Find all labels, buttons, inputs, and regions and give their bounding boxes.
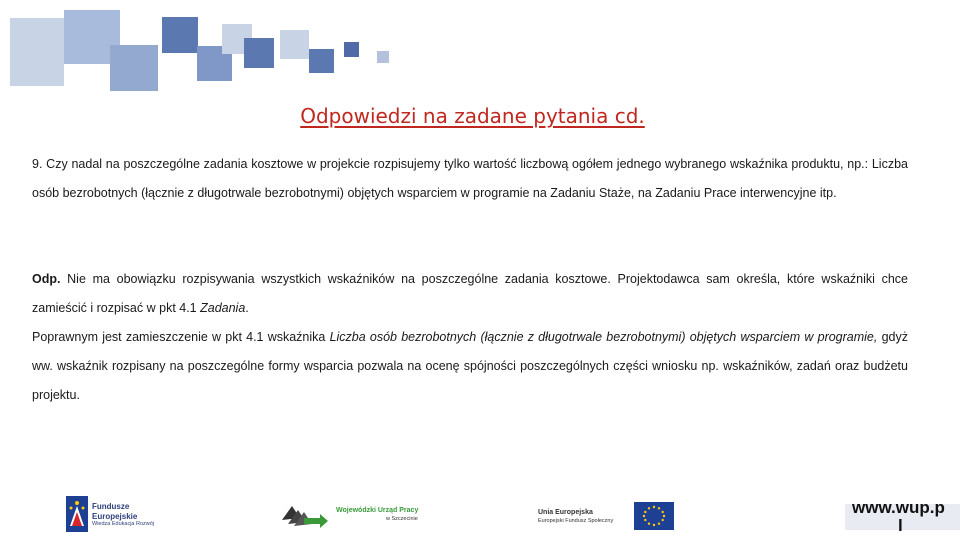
answer-paragraph-1 bbox=[32, 265, 908, 323]
answer-paragraph-2 bbox=[32, 323, 908, 409]
answer-text-2-end: gdyż ww. wskaźnik rozpisany na poszczególne formy wsparcia pozwala na ocenę spójności poszczególnych części wniosku np. wskaźników, zadań oraz budżetu projektu. bbox=[32, 330, 908, 402]
decor-square bbox=[162, 17, 198, 53]
website-link[interactable]: www.wup.p bbox=[852, 498, 945, 517]
question-text: 9. Czy nadal na poszczególne zadania kosztowe w projekcie rozpisujemy tylko wartość liczbową ogółem jednego wybranego wskaźnika produktu, np.: Liczba osób bezrobotnych (łącznie z długotrwale bezrobotnymi) objętych wsparciem w programie na Zadaniu Staże, na Zadaniu Prace interwencyjne itp. bbox=[32, 157, 908, 200]
decor-square bbox=[344, 42, 359, 57]
decor-square bbox=[280, 30, 309, 59]
answer-text-2-italic: Liczba osób bezrobotnych (łącznie z długotrwale bezrobotnymi) objętych wsparciem w programie, bbox=[329, 330, 878, 344]
answer-text-1-end: . bbox=[245, 300, 249, 315]
ue-line1: Unia Europejska bbox=[538, 509, 593, 516]
wup-line2: w Szczecinie bbox=[386, 515, 418, 522]
wup-line1: Wojewódzki Urząd Pracy bbox=[336, 507, 419, 514]
decor-square bbox=[244, 38, 274, 68]
answer-text-1-italic: Zadania bbox=[200, 300, 246, 315]
fe-flag-icon bbox=[66, 496, 88, 532]
decor-square bbox=[309, 49, 334, 73]
fe-line1: Fundusze bbox=[92, 502, 130, 511]
answer-text-2-start: Poprawnym jest zamieszczenie w pkt 4.1 wskaźnika bbox=[32, 330, 330, 344]
decor-square bbox=[377, 51, 389, 63]
answer-label: Odp. bbox=[32, 272, 61, 286]
website-link-wrap[interactable]: l bbox=[898, 516, 903, 535]
ue-sub: Europejski Fundusz Społeczny bbox=[538, 517, 614, 524]
answer-text-1: Nie ma obowiązku rozpisywania wszystkich wskaźników na poszczególne zadania kosztowe. Projektodawca sam określa, które wskaźniki chce zamieścić i rozpisać w pkt 4.1 bbox=[32, 272, 908, 315]
decor-square bbox=[110, 45, 158, 91]
wup-emblem-icon bbox=[282, 498, 330, 528]
decor-square bbox=[10, 18, 64, 86]
footer-logos bbox=[0, 490, 960, 540]
slide-title: Odpowiedzi na zadane pytania cd. bbox=[300, 104, 645, 128]
fe-line2: Europejskie bbox=[92, 511, 138, 521]
fe-sub: Wiedza Edukacja Rozwój bbox=[92, 521, 155, 527]
eu-flag-icon bbox=[634, 502, 674, 530]
